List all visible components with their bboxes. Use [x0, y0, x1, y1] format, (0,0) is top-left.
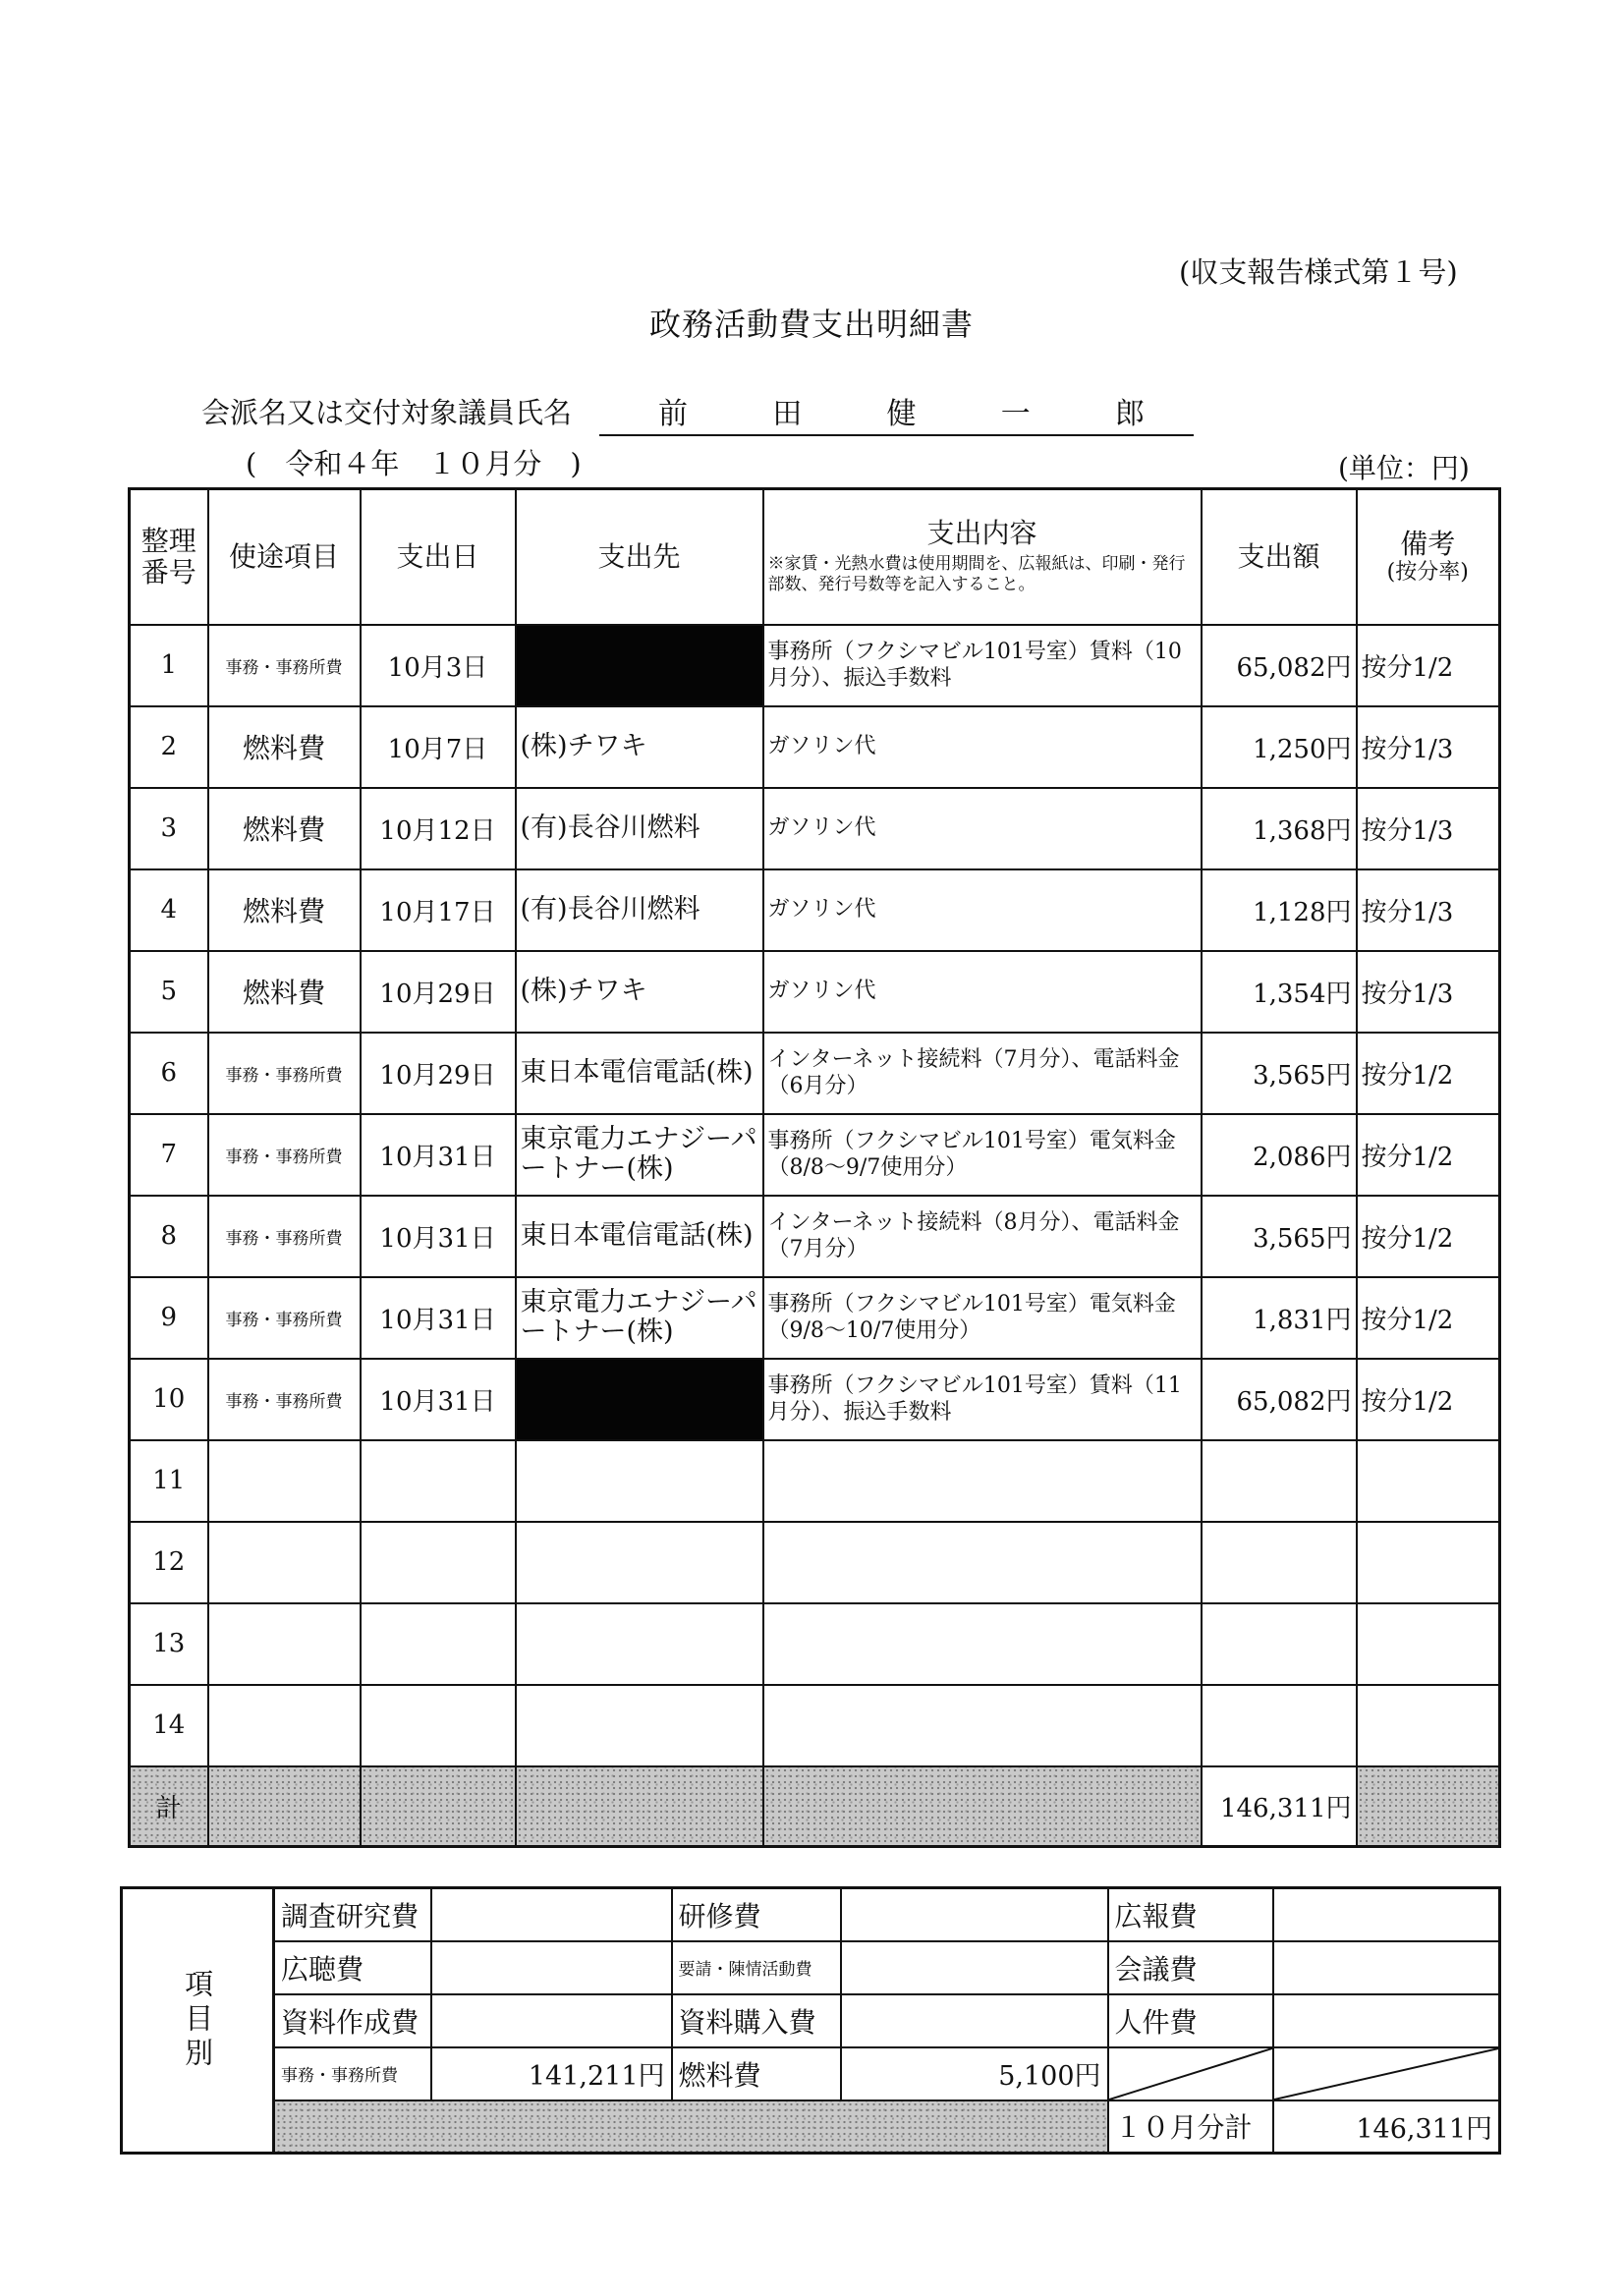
row-content: ガソリン代 — [763, 951, 1202, 1033]
row-date: 10月29日 — [361, 1033, 516, 1114]
table-row — [130, 1196, 1500, 1277]
row-category: 事務・事務所費 — [208, 1033, 361, 1114]
member-name-char: 一 — [1000, 397, 1031, 431]
row-no: 8 — [130, 1196, 208, 1277]
office-label: 事務・事務所費 — [274, 2047, 431, 2100]
row-content: ガソリン代 — [763, 788, 1202, 869]
member-name-char: 健 — [886, 397, 917, 431]
row-no: 9 — [130, 1277, 208, 1359]
header-date: 支出日 — [361, 489, 516, 625]
row-category: 燃料費 — [208, 706, 361, 788]
row-category: 燃料費 — [208, 788, 361, 869]
row-payee: 東日本電信電話(株) — [516, 1033, 763, 1114]
row-date: 10月29日 — [361, 951, 516, 1033]
row-payee — [516, 1603, 763, 1685]
row-category — [208, 1522, 361, 1603]
header-content — [763, 489, 1202, 625]
row-payee: 東日本電信電話(株) — [516, 1196, 763, 1277]
row-payee — [516, 1522, 763, 1603]
unit-label: (単位：円) — [1338, 452, 1470, 484]
row-date — [361, 1603, 516, 1685]
row-amount: 1,831円 — [1202, 1277, 1357, 1359]
row-category: 事務・事務所費 — [208, 1277, 361, 1359]
diagonal-line — [1274, 2048, 1499, 2100]
diagonal-blank — [1108, 2047, 1273, 2100]
total-blank — [1357, 1766, 1500, 1847]
row-payee: (有)長谷川燃料 — [516, 869, 763, 951]
table-row — [130, 951, 1500, 1033]
row-category — [208, 1603, 361, 1685]
row-payee — [516, 1685, 763, 1766]
row-amount: 1,368円 — [1202, 788, 1357, 869]
materials-make-value — [431, 1994, 672, 2047]
row-remarks — [1357, 1522, 1500, 1603]
row-no: 6 — [130, 1033, 208, 1114]
row-remarks — [1357, 1603, 1500, 1685]
row-date — [361, 1440, 516, 1522]
reporting-period: ( 令和４年 １０月分 ) — [246, 447, 582, 480]
table-row — [130, 625, 1500, 706]
total-blank — [516, 1766, 763, 1847]
row-remarks: 按分1/2 — [1357, 1277, 1500, 1359]
petition-label: 要請・陳情活動費 — [672, 1941, 841, 1994]
hearing-value — [431, 1941, 672, 1994]
member-name-char: 田 — [772, 397, 803, 431]
row-remarks — [1357, 1440, 1500, 1522]
row-amount: 65,082円 — [1202, 625, 1357, 706]
member-name-char: 前 — [658, 397, 688, 431]
table-row — [130, 1114, 1500, 1196]
row-category: 燃料費 — [208, 869, 361, 951]
row-no: 4 — [130, 869, 208, 951]
header-remarks — [1357, 489, 1500, 625]
table-row — [130, 706, 1500, 788]
table-row — [130, 1522, 1500, 1603]
member-name-char: 郎 — [1115, 397, 1145, 431]
header-content-note: ※家賃・光熱水費は使用期間を、広報紙は、印刷・発行部数、発行号数等を記入すること。 — [767, 553, 1186, 594]
header-row — [130, 489, 1500, 625]
row-date: 10月12日 — [361, 788, 516, 869]
row-category: 燃料費 — [208, 951, 361, 1033]
summary-shaded-blank — [274, 2100, 1108, 2154]
row-category: 事務・事務所費 — [208, 625, 361, 706]
materials-make-label: 資料作成費 — [274, 1994, 431, 2047]
row-payee — [516, 1440, 763, 1522]
row-content: インターネット接続料（7月分）、電話料金（6月分） — [763, 1033, 1202, 1114]
petition-value — [841, 1941, 1108, 1994]
row-content: ガソリン代 — [763, 706, 1202, 788]
row-no: 12 — [130, 1522, 208, 1603]
row-date — [361, 1522, 516, 1603]
row-remarks: 按分1/2 — [1357, 1359, 1500, 1440]
row-date — [361, 1685, 516, 1766]
header-remarks-title: 備考 — [1400, 528, 1456, 560]
row-amount: 1,128円 — [1202, 869, 1357, 951]
row-no: 2 — [130, 706, 208, 788]
header-remarks-sub: (按分率) — [1386, 560, 1469, 586]
row-remarks — [1357, 1685, 1500, 1766]
row-no: 13 — [130, 1603, 208, 1685]
pr-label: 広報費 — [1108, 1888, 1273, 1941]
fuel-value: 5,100円 — [841, 2047, 1108, 2100]
table-row — [130, 1277, 1500, 1359]
diagonal-line — [1109, 2048, 1272, 2100]
materials-buy-label: 資料購入費 — [672, 1994, 841, 2047]
row-amount — [1202, 1440, 1357, 1522]
row-payee-redacted — [516, 625, 763, 706]
row-no: 14 — [130, 1685, 208, 1766]
total-blank — [763, 1766, 1202, 1847]
row-payee: 東京電力エナジーパートナー(株) — [516, 1277, 763, 1359]
total-label: 計 — [130, 1766, 208, 1847]
research-label: 調査研究費 — [274, 1888, 431, 1941]
table-row — [130, 1685, 1500, 1766]
row-remarks: 按分1/2 — [1357, 1114, 1500, 1196]
row-amount — [1202, 1603, 1357, 1685]
row-payee: (株)チワキ — [516, 706, 763, 788]
row-remarks: 按分1/2 — [1357, 1033, 1500, 1114]
office-value: 141,211円 — [431, 2047, 672, 2100]
row-amount: 65,082円 — [1202, 1359, 1357, 1440]
row-remarks: 按分1/3 — [1357, 869, 1500, 951]
row-content — [763, 1603, 1202, 1685]
month-total-value: 146,311円 — [1273, 2100, 1500, 2154]
row-no: 5 — [130, 951, 208, 1033]
table-row — [130, 1603, 1500, 1685]
category-summary-table — [120, 1886, 1501, 2155]
row-remarks: 按分1/2 — [1357, 1196, 1500, 1277]
row-content — [763, 1685, 1202, 1766]
document-title: 政務活動費支出明細書 — [648, 306, 974, 343]
header-no: 整理番号 — [130, 489, 208, 625]
member-name — [599, 389, 1194, 436]
row-amount: 3,565円 — [1202, 1033, 1357, 1114]
total-blank — [208, 1766, 361, 1847]
training-value — [841, 1888, 1108, 1941]
row-date: 10月31日 — [361, 1359, 516, 1440]
row-no: 11 — [130, 1440, 208, 1522]
row-remarks: 按分1/2 — [1357, 625, 1500, 706]
header-content-title: 支出内容 — [926, 517, 1037, 550]
row-no: 7 — [130, 1114, 208, 1196]
row-date: 10月17日 — [361, 869, 516, 951]
row-remarks: 按分1/3 — [1357, 706, 1500, 788]
row-date: 10月3日 — [361, 625, 516, 706]
expenditure-table — [128, 487, 1501, 1848]
row-content: 事務所（フクシマビル101号室）電気料金（8/8～9/7使用分） — [763, 1114, 1202, 1196]
row-category — [208, 1440, 361, 1522]
total-amount: 146,311円 — [1202, 1766, 1357, 1847]
meeting-value — [1273, 1941, 1500, 1994]
row-content — [763, 1522, 1202, 1603]
row-content: ガソリン代 — [763, 869, 1202, 951]
row-content — [763, 1440, 1202, 1522]
total-row — [130, 1766, 1500, 1847]
row-amount: 2,086円 — [1202, 1114, 1357, 1196]
fuel-label: 燃料費 — [672, 2047, 841, 2100]
row-date: 10月31日 — [361, 1196, 516, 1277]
research-value — [431, 1888, 672, 1941]
row-remarks: 按分1/3 — [1357, 788, 1500, 869]
row-payee-redacted — [516, 1359, 763, 1440]
row-remarks: 按分1/3 — [1357, 951, 1500, 1033]
total-blank — [361, 1766, 516, 1847]
personnel-label: 人件費 — [1108, 1994, 1273, 2047]
row-payee: (有)長谷川燃料 — [516, 788, 763, 869]
row-date: 10月31日 — [361, 1114, 516, 1196]
row-amount: 1,354円 — [1202, 951, 1357, 1033]
row-content: インターネット接続料（8月分）、電話料金（7月分） — [763, 1196, 1202, 1277]
row-category: 事務・事務所費 — [208, 1114, 361, 1196]
row-amount — [1202, 1685, 1357, 1766]
row-no: 10 — [130, 1359, 208, 1440]
row-content: 事務所（フクシマビル101号室）電気料金（9/8～10/7使用分） — [763, 1277, 1202, 1359]
diagonal-blank — [1273, 2047, 1500, 2100]
row-no: 1 — [130, 625, 208, 706]
row-date: 10月7日 — [361, 706, 516, 788]
hearing-label: 広聴費 — [274, 1941, 431, 1994]
header-payee: 支出先 — [516, 489, 763, 625]
table-row — [130, 869, 1500, 951]
personnel-value — [1273, 1994, 1500, 2047]
header-category: 使途項目 — [208, 489, 361, 625]
training-label: 研修費 — [672, 1888, 841, 1941]
row-payee: (株)チワキ — [516, 951, 763, 1033]
table-row — [130, 788, 1500, 869]
summary-side-label: 項目別 — [122, 1888, 274, 2154]
row-amount: 3,565円 — [1202, 1196, 1357, 1277]
month-total-label: １０月分計 — [1108, 2100, 1273, 2154]
row-category: 事務・事務所費 — [208, 1196, 361, 1277]
pr-value — [1273, 1888, 1500, 1941]
form-number: (収支報告様式第１号) — [1179, 255, 1458, 289]
meeting-label: 会議費 — [1108, 1941, 1273, 1994]
member-label: 会派名又は交付対象議員氏名 — [201, 396, 573, 429]
header-amount: 支出額 — [1202, 489, 1357, 625]
materials-buy-value — [841, 1994, 1108, 2047]
table-row — [130, 1359, 1500, 1440]
row-date: 10月31日 — [361, 1277, 516, 1359]
row-category — [208, 1685, 361, 1766]
table-row — [130, 1440, 1500, 1522]
row-amount — [1202, 1522, 1357, 1603]
row-amount: 1,250円 — [1202, 706, 1357, 788]
row-category: 事務・事務所費 — [208, 1359, 361, 1440]
table-row — [130, 1033, 1500, 1114]
row-content: 事務所（フクシマビル101号室）賃料（10月分）、振込手数料 — [763, 625, 1202, 706]
row-payee: 東京電力エナジーパートナー(株) — [516, 1114, 763, 1196]
row-content: 事務所（フクシマビル101号室）賃料（11月分）、振込手数料 — [763, 1359, 1202, 1440]
row-no: 3 — [130, 788, 208, 869]
